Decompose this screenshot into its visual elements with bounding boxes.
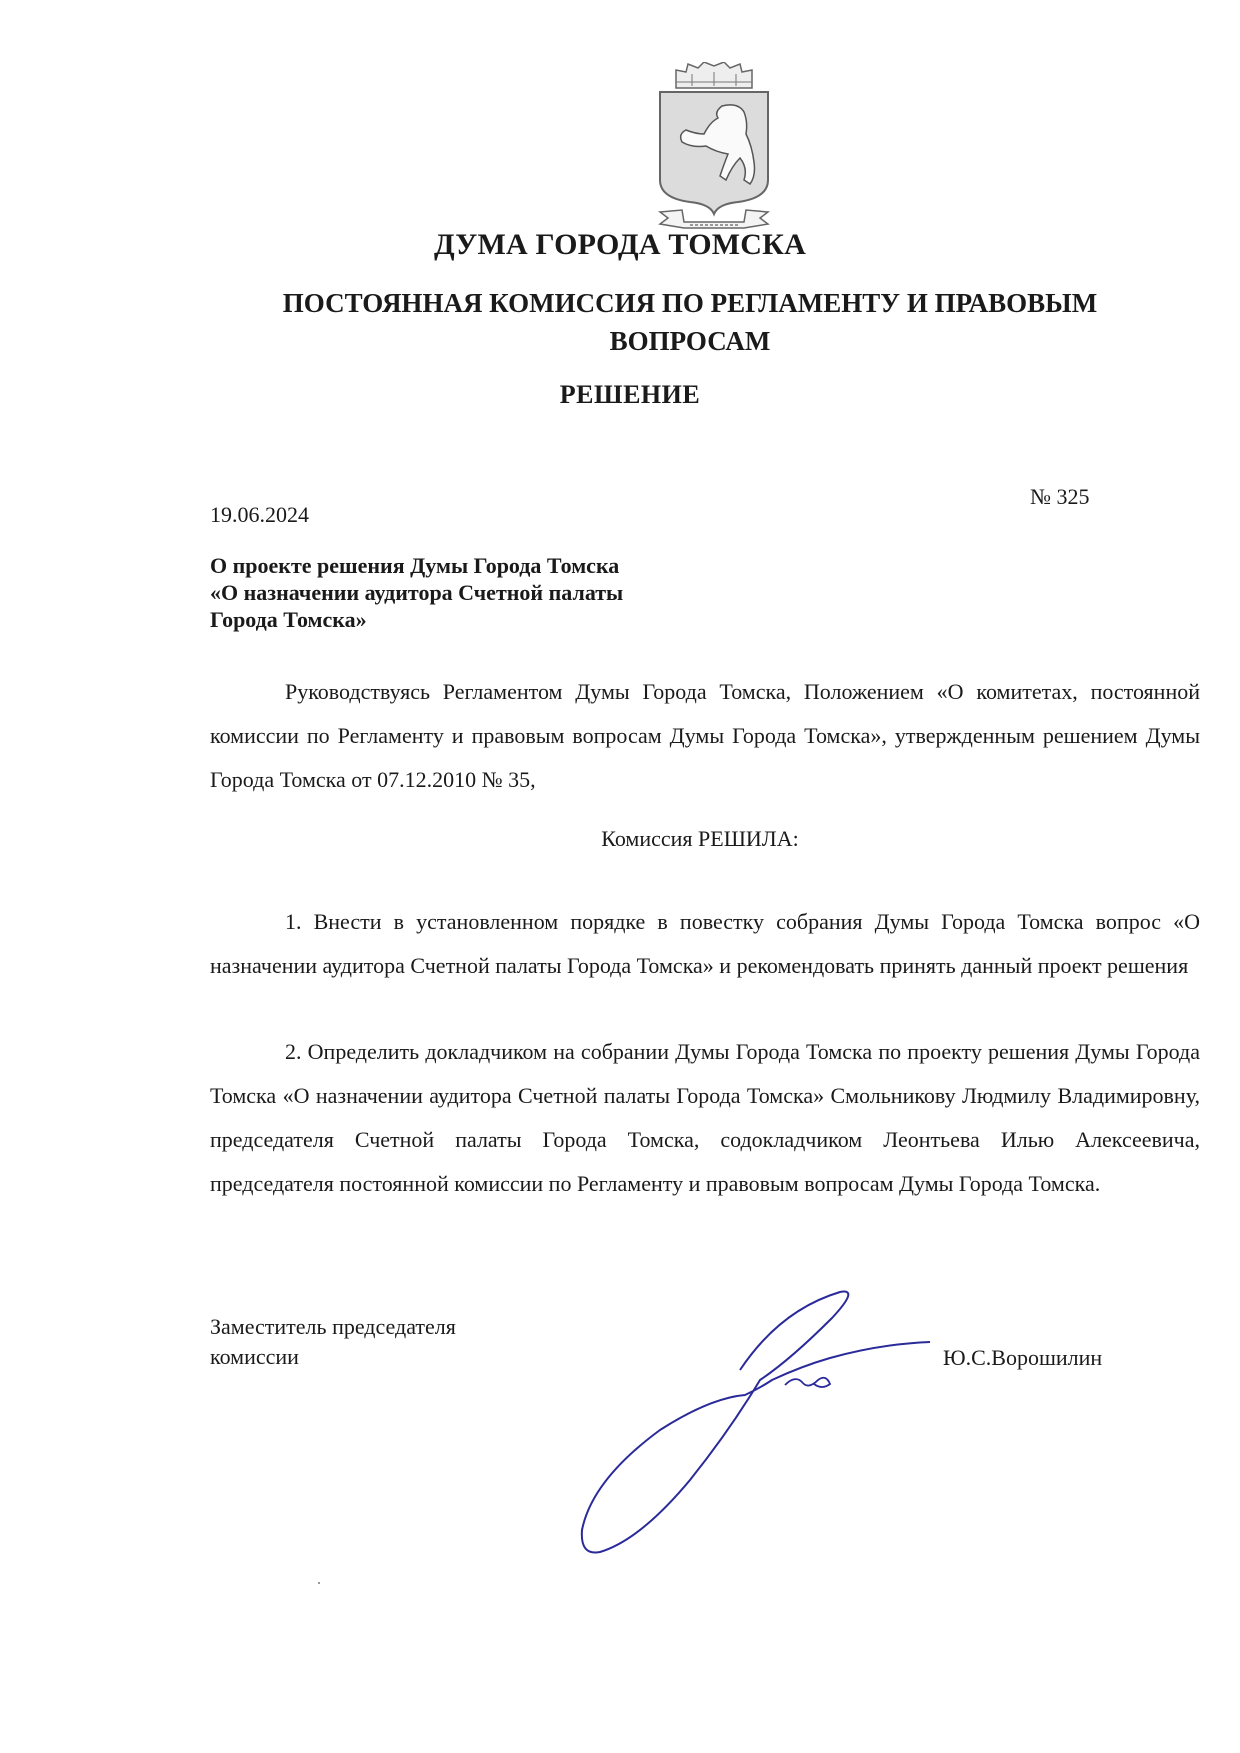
signatory-name: Ю.С.Ворошилин (943, 1345, 1103, 1370)
handwritten-signature-icon (540, 1270, 940, 1570)
signatory-role-line-2: комиссии (210, 1344, 299, 1369)
document-date: 19.06.2024 (210, 502, 309, 527)
preamble-paragraph: Руководствуясь Регламентом Думы Города Томска, Положением «О комитетах, постоянной комиссии по Регламенту и правовым вопросам Думы Города Томска», утвержденным решением Думы Города Томска от 07.12.2010 № 35, (210, 679, 1200, 792)
commission-title: ПОСТОЯННАЯ КОМИССИЯ ПО РЕГЛАМЕНТУ И ПРАВОВЫМ ВОПРОСАМ (282, 288, 1098, 356)
coat-of-arms-icon (652, 62, 776, 232)
scan-artifact (318, 1582, 320, 1584)
document-subject: О проекте решения Думы Города Томска «О назначении аудитора Счетной палаты Города Томска» (210, 553, 624, 632)
organization-title: ДУМА ГОРОДА ТОМСКА (434, 228, 806, 261)
decision-item-2: 2. Определить докладчиком на собрании Думы Города Томска по проекту решения Думы Города Томска «О назначении аудитора Счетной палаты Города Томска» Смольникову Людмилу Владимировну, председателя Счетной палаты Города Томска, содокладчиком Леонтьева Илью Алексеевича, председателя постоянной комиссии по Регламенту и правовым вопросам Думы Города Томска. (210, 1039, 1200, 1196)
decision-item-1: 1. Внести в установленном порядке в повестку собрания Думы Города Томска вопрос «О назначении аудитора Счетной палаты Города Томска» и рекомендовать принять данный проект решения (210, 909, 1200, 978)
document-type: РЕШЕНИЕ (559, 380, 701, 409)
document-number: № 325 (1030, 484, 1090, 509)
signatory-role-line-1: Заместитель председателя (210, 1314, 456, 1339)
decided-heading: Комиссия РЕШИЛА: (601, 826, 799, 851)
signatory-role (210, 1312, 456, 1372)
